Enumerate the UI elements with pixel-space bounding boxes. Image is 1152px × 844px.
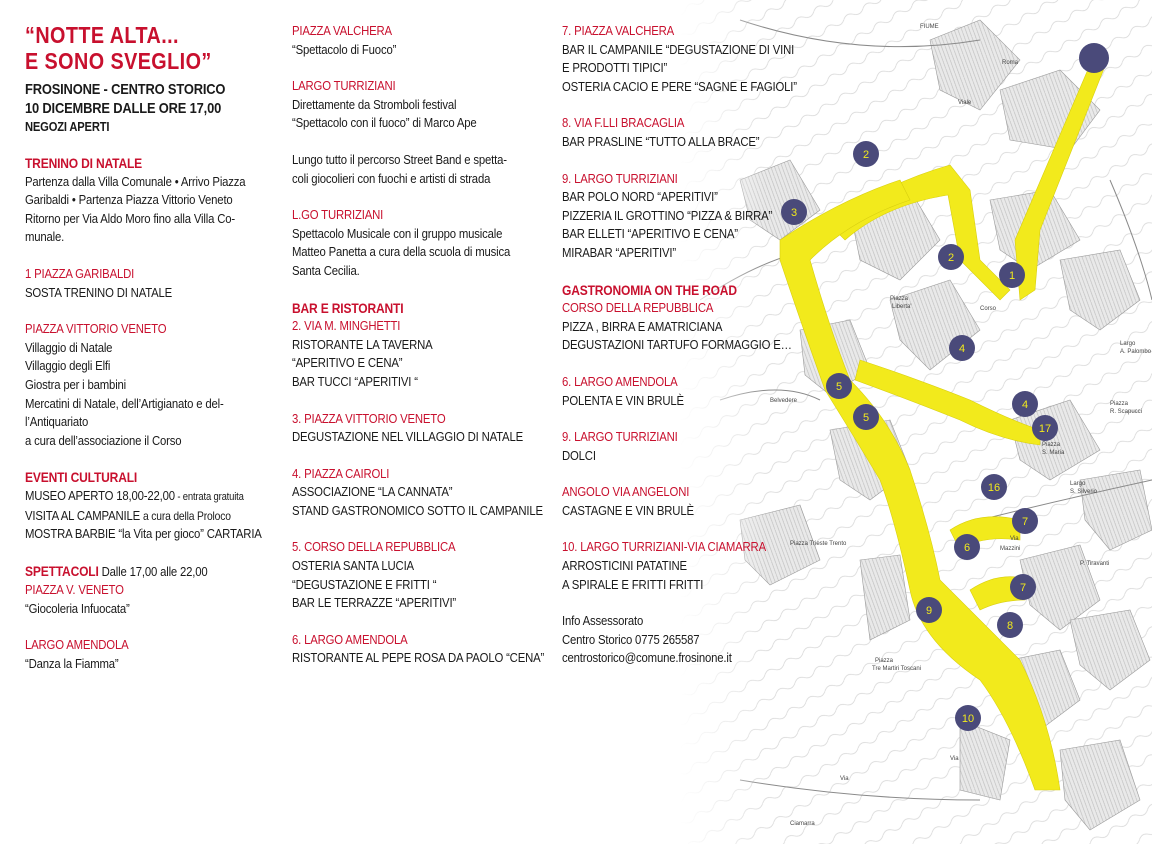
spettacoli-heading: SPETTACOLI <box>25 562 99 579</box>
spettacoli-place: PIAZZA V. VENETO <box>25 582 124 598</box>
turriziani9b-line: DOLCI <box>562 447 596 463</box>
turriziani-line: “Spettacolo con il fuoco” di Marco Ape <box>292 115 477 131</box>
vittorio-line: Giostra per i bambini <box>25 376 127 392</box>
valchera7-heading: 7. PIAZZA VALCHERA <box>562 23 675 38</box>
valchera-heading: PIAZZA VALCHERA <box>292 23 392 38</box>
vittorio-heading: PIAZZA VITTORIO VENETO <box>25 321 167 337</box>
eventi-heading: EVENTI CULTURALI <box>25 469 138 486</box>
lgo-line: Spettacolo Musicale con il gruppo musicale <box>292 225 503 241</box>
amendola6-heading: 6. LARGO AMENDOLA <box>292 631 408 647</box>
turriziani9-line: MIRABAR “APERITIVI” <box>562 244 676 260</box>
corso-line: BAR LE TERRAZZE “APERITIVI” <box>292 595 457 611</box>
trenino-line: Ritorno per Via Aldo Moro fino alla Villa Co- <box>25 210 235 226</box>
turriziani-heading: LARGO TURRIZIANI <box>292 78 396 94</box>
amendola6-line: RISTORANTE AL PEPE ROSA DA PAOLO “CENA” <box>292 650 545 666</box>
turriziani9-line: PIZZERIA IL GROTTINO “PIZZA & BIRRA” <box>562 207 773 223</box>
valchera7-line: E PRODOTTI TIPICI” <box>562 60 668 76</box>
column-3 <box>562 22 811 668</box>
valchera7-line: OSTERIA CACIO E PERE “SAGNE E FAGIOLI” <box>562 78 797 94</box>
column-1 <box>25 22 274 674</box>
vittorio-line: Villaggio di Natale <box>25 339 113 355</box>
trenino-heading: TRENINO DI NATALE <box>25 155 143 171</box>
info-line: Info Assessorato <box>562 613 644 629</box>
turriziani9-line: BAR ELLETI “APERITIVO E CENA” <box>562 226 738 242</box>
event-title-line-2: E SONO SVEGLIO” <box>25 48 212 74</box>
visita-note: a cura della Proloco <box>142 508 231 523</box>
street-line: coli giocolieri con fuochi e artisti di strada <box>292 170 491 186</box>
visita-line <box>25 507 274 526</box>
museo-text: MUSEO APERTO 18,00-22,00 <box>25 487 175 503</box>
corso-heading: 5. CORSO DELLA REPUBBLICA <box>292 539 456 555</box>
info-email[interactable]: centrostorico@comune.frosinone.it <box>562 650 732 666</box>
gastro-line: PIZZA , BIRRA E AMATRICIANA <box>562 318 723 334</box>
lgo-line: Santa Cecilia. <box>292 262 360 278</box>
turriziani-line: Direttamente da Stromboli festival <box>292 96 457 112</box>
spettacoli-text: “Giocoleria Infuocata” <box>25 600 130 616</box>
bracaglia-heading: 8. VIA F.LLI BRACAGLIA <box>562 115 685 131</box>
garibaldi-line: SOSTA TRENINO DI NATALE <box>25 284 173 300</box>
ciamarra-line: ARROSTICINI PATATINE <box>562 558 687 574</box>
corso-line: “DEGUSTAZIONE E FRITTI “ <box>292 576 437 592</box>
vittorio-line: Villaggio degli Elfi <box>25 358 111 374</box>
info-phone: Centro Storico 0775 265587 <box>562 631 700 647</box>
vittorio-line: l’Antiquariato <box>25 414 89 430</box>
valchera-line: “Spettacolo di Fuoco” <box>292 41 397 57</box>
street-line: Lungo tutto il percorso Street Band e spetta- <box>292 151 507 167</box>
minghetti-heading: 2. VIA M. MINGHETTI <box>292 318 401 334</box>
amendola-heading: LARGO AMENDOLA <box>25 637 129 653</box>
bracaglia-line: BAR PRASLINE “TUTTO ALLA BRACE” <box>562 133 760 149</box>
amendola6b-heading: 6. LARGO AMENDOLA <box>562 373 678 389</box>
mostra-line: MOSTRA BARBIE “la Vita per gioco” CARTARIA <box>25 526 262 542</box>
trenino-line: Garibaldi • Partenza Piazza Vittorio Veneto <box>25 192 233 208</box>
gastro-heading: GASTRONOMIA ON THE ROAD <box>562 281 737 298</box>
valchera7-line: BAR IL CAMPANILE “DEGUSTAZIONE DI VINI <box>562 41 795 57</box>
amendola-line: “Danza la Fiamma” <box>25 656 119 672</box>
pvv-heading: 3. PIAZZA VITTORIO VENETO <box>292 410 446 426</box>
spettacoli-time: Dalle 17,00 alle 22,00 <box>98 563 208 579</box>
trenino-line: munale. <box>25 229 65 245</box>
spettacoli-line <box>25 562 274 582</box>
minghetti-line: RISTORANTE LA TAVERNA <box>292 336 433 352</box>
garibaldi-heading: 1 PIAZZA GARIBALDI <box>25 265 135 281</box>
minghetti-line: “APERITIVO E CENA” <box>292 355 403 371</box>
gastro-sub: CORSO DELLA REPUBBLICA <box>562 300 714 316</box>
cairoli-heading: 4. PIAZZA CAIROLI <box>292 465 390 481</box>
subtitle-shops: NEGOZI APERTI <box>25 119 110 134</box>
cairoli-line: ASSOCIAZIONE “LA CANNATA” <box>292 484 453 500</box>
minghetti-line: BAR TUCCI “APERITIVI “ <box>292 373 418 389</box>
turriziani9-line: BAR POLO NORD “APERITIVI” <box>562 189 718 205</box>
column-2 <box>292 22 559 668</box>
pvv-line: DEGUSTAZIONE NEL VILLAGGIO DI NATALE <box>292 429 523 445</box>
vittorio-line: Mercatini di Natale, dell’Artigianato e del- <box>25 395 224 411</box>
turriziani9b-heading: 9. LARGO TURRIZIANI <box>562 429 678 445</box>
angeloni-heading: ANGOLO VIA ANGELONI <box>562 484 690 500</box>
trenino-line: Partenza dalla Villa Comunale • Arrivo Piazza <box>25 173 246 189</box>
angeloni-line: CASTAGNE E VIN BRULÈ <box>562 502 694 518</box>
cairoli-line: STAND GASTRONOMICO SOTTO IL CAMPANILE <box>292 502 543 518</box>
ciamarra-heading: 10. LARGO TURRIZIANI-VIA CIAMARRA <box>562 539 766 555</box>
ciamarra-line: A SPIRALE E FRITTI FRITTI <box>562 576 704 592</box>
visita-text: VISITA AL CAMPANILE <box>25 507 143 523</box>
lgo-line: Matteo Panetta a cura della scuola di musica <box>292 244 511 260</box>
event-title-line-1: “NOTTE ALTA... <box>25 22 179 48</box>
subtitle-location: FROSINONE - CENTRO STORICO <box>25 81 226 98</box>
museo-line <box>25 487 274 507</box>
subtitle-date: 10 DICEMBRE DALLE ORE 17,00 <box>25 100 222 117</box>
corso-line: OSTERIA SANTA LUCIA <box>292 558 414 574</box>
lgo-heading: L.GO TURRIZIANI <box>292 207 384 223</box>
vittorio-line: a cura dell’associazione il Corso <box>25 432 182 448</box>
amendola6b-line: POLENTA E VIN BRULÈ <box>562 392 684 408</box>
museo-note: - entrata gratuita <box>174 490 244 503</box>
gastro-line: DEGUSTAZIONI TARTUFO FORMAGGIO E… <box>562 337 792 353</box>
turriziani9-heading: 9. LARGO TURRIZIANI <box>562 170 678 186</box>
bar-heading: BAR E RISTORANTI <box>292 299 404 316</box>
